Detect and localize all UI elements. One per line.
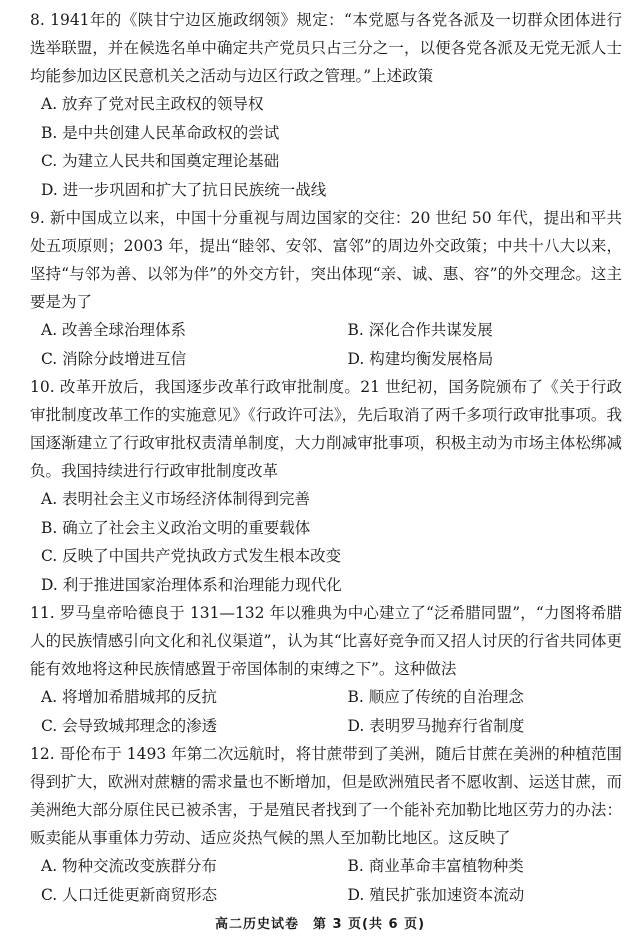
option-d: D. 构建均衡发展格局 bbox=[347, 349, 494, 368]
question-stem: 11. 罗马皇帝哈德良于 131—132 年以雅典为中心建立了“泛希腊同盟”，“力图将希腊人的民族情感引向文化和礼仪渠道”，认为其“比喜好竞争而又招人讨厌的行省共同体更能有效地将这种民族情感置于帝国体制的束缚之下”。这种做法 bbox=[30, 604, 622, 678]
options-list bbox=[30, 852, 622, 909]
option-b: B. 确立了社会主义政治文明的重要载体 bbox=[41, 518, 311, 537]
options-list bbox=[30, 90, 622, 204]
option-a: A. 物种交流改变族群分布 bbox=[41, 857, 218, 875]
question-12 bbox=[30, 740, 622, 909]
question-8 bbox=[30, 6, 622, 204]
option-d: D. 表明罗马抛弃行省制度 bbox=[347, 716, 525, 735]
question-11 bbox=[30, 599, 622, 740]
option-b: B. 商业革命丰富植物种类 bbox=[347, 857, 524, 875]
options-list bbox=[30, 485, 622, 599]
options-list bbox=[30, 316, 622, 373]
option-a: A. 表明社会主义市场经济体制得到完善 bbox=[41, 490, 311, 508]
option-c: C. 人口迁徙更新商贸形态 bbox=[41, 885, 218, 904]
question-9 bbox=[30, 204, 622, 373]
option-a: A. 放弃了党对民主政权的领导权 bbox=[41, 95, 264, 113]
question-10 bbox=[30, 373, 622, 599]
option-a: A. 改善全球治理体系 bbox=[41, 321, 187, 339]
option-c: C. 为建立人民共和国奠定理论基础 bbox=[41, 152, 280, 170]
question-stem: 9. 新中国成立以来，中国十分重视与周边国家的交往：20 世纪 50 年代，提出和平共处五项原则；2003 年，提出“睦邻、安邻、富邻”的周边外交政策；中共十八大以来，坚持“与邻为善、以邻为伴”的外交方针，突出体现“亲、诚、惠、容”的外交理念。这主要是为了 bbox=[30, 209, 622, 311]
option-d: D. 进一步巩固和扩大了抗日民族统一战线 bbox=[41, 180, 327, 199]
option-d: D. 利于推进国家治理体系和治理能力现代化 bbox=[41, 575, 342, 594]
option-c: C. 会导致城邦理念的渗透 bbox=[41, 716, 218, 735]
option-b: B. 深化合作共谋发展 bbox=[347, 321, 493, 339]
exam-page bbox=[30, 6, 622, 909]
question-stem: 8. 1941年的《陕甘宁边区施政纲领》规定：“本党愿与各党各派及一切群众团体进行选举联盟，并在候选名单中确定共产党员只占三分之一，以便各党各派及无党无派人士均能参加边区民意机关之活动与边区行政之管理。”上述政策 bbox=[30, 11, 622, 85]
page-footer: 高二历史试卷 第 3 页(共 6 页) bbox=[214, 917, 426, 932]
option-d: D. 殖民扩张加速资本流动 bbox=[347, 885, 525, 904]
option-c: C. 反映了中国共产党执政方式发生根本改变 bbox=[41, 547, 342, 565]
option-a: A. 将增加希腊城邦的反抗 bbox=[41, 688, 218, 706]
question-stem: 12. 哥伦布于 1493 年第二次远航时，将甘蔗带到了美洲，随后甘蔗在美洲的种植范围得到扩大，欧洲对蔗糖的需求量也不断增加，但是欧洲殖民者不愿收割、运送甘蔗，而美洲绝大部分原住民已被杀害，于是殖民者找到了一个能补充加勒比地区劳力的办法：贩卖能从事重体力劳动、适应炎热气候的黑人至加勒比地区。这反映了 bbox=[30, 745, 622, 847]
option-b: B. 顺应了传统的自治理念 bbox=[347, 688, 524, 706]
question-stem: 10. 改革开放后，我国逐步改革行政审批制度。21 世纪初，国务院颁布了《关于行政审批制度改革工作的实施意见》《行政许可法》，先后取消了两千多项行政审批事项。我国逐渐建立了行政审批权责清单制度，大力削减审批事项，积极主动为市场主体松绑减负。我国持续进行行政审批制度改革 bbox=[30, 378, 622, 480]
option-b: B. 是中共创建人民革命政权的尝试 bbox=[41, 123, 280, 142]
option-c: C. 消除分歧增进互信 bbox=[41, 349, 187, 368]
options-list bbox=[30, 683, 622, 740]
